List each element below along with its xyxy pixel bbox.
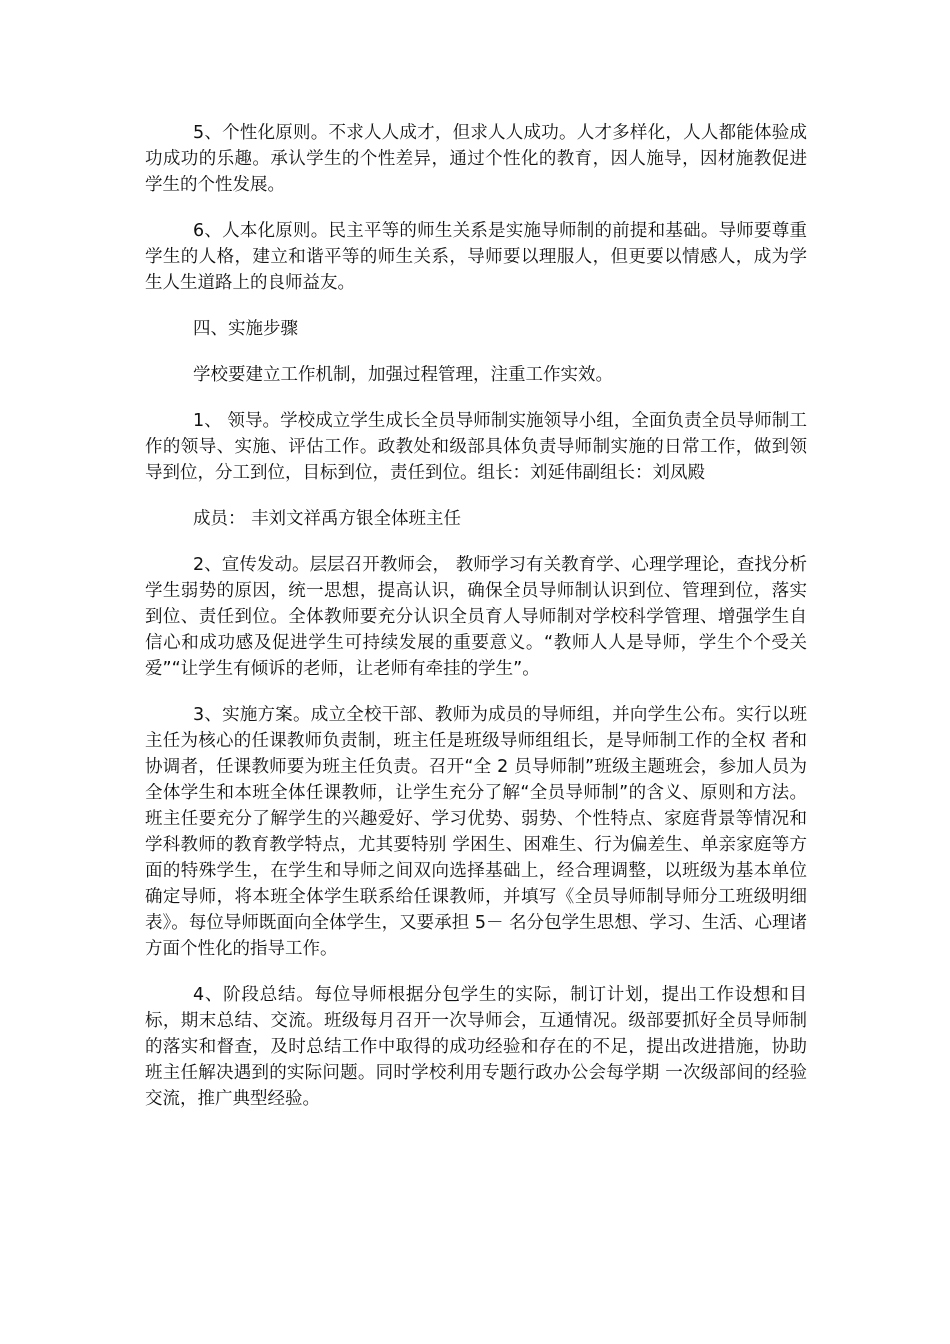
paragraph-publicity: 2、宣传发动。层层召开教师会， 教师学习有关教育学、心理学理论，查找分析学生弱势的原因，统一思想，提高认识，确保全员导师制认识到位、管理到位，落实到位、责任到位。全体教师要充分认识全员育人导师制对学校科学管理、增强学生自信心和成功感及促进学生可持续发展的重要意义。“教师人人是导师，学生个个受关爱”“让学生有倾诉的老师，让老师有牵挂的学生”。: [145, 555, 807, 679]
document-page: [145, 120, 807, 1132]
section-heading-implementation-steps: 四、实施步骤: [193, 319, 298, 339]
paragraph-stage-summary: 4、阶段总结。每位导师根据分包学生的实际，制订计划，提出工作设想和目标，期末总结、交流。班级每月召开一次导师会，互通情况。级部要抓好全员导师制的落实和督查，及时总结工作中取得的成功经验和存在的不足，提出改进措施，协助班主任解决遇到的实际问题。同时学校利用专题行政办公会每学期 一次级部间的经验交流，推广典型经验。: [145, 985, 807, 1109]
paragraph-leadership: 1、 领导。学校成立学生成长全员导师制实施领导小组，全面负责全员导师制工作的领导、实施、评估工作。政教处和级部具体负责导师制实施的日常工作，做到领导到位，分工到位，目标到位，责任到位。组长：刘延伟副组长：刘凤殿: [145, 411, 807, 483]
paragraph-humanization-principle: 6、人本化原则。民主平等的师生关系是实施导师制的前提和基础。导师要尊重学生的人格，建立和谐平等的师生关系，导师要以理服人，但更要以情感人，成为学生人生道路上的良师益友。: [145, 221, 807, 293]
paragraph-implementation-plan: 3、实施方案。成立全校干部、教师为成员的导师组，并向学生公布。实行以班主任为核心的任课教师负责制，班主任是班级导师组组长，是导师制工作的全权 者和协调者，任课教师要为班主任负责。召开“全 2 员导师制”班级主题班会，参加人员为全体学生和本班全体任课教师，让学生充分了解“全员导师制”的含义、原则和方法。班主任要充分了解学生的兴趣爱好、学习优势、弱势、个性特点、家庭背景等情况和学科教师的教育教学特点，尤其要特别 学困生、困难生、行为偏差生、单亲家庭等方面的特殊学生，在学生和导师之间双向选择基础上，经合理调整，以班级为基本单位确定导师，将本班全体学生联系给任课教师，并填写《全员导师制导师分工班级明细表》。每位导师既面向全体学生，又要承担 5－ 名分包学生思想、学习、生活、心理诸方面个性化的指导工作。: [145, 705, 807, 959]
paragraph-individualization-principle: 5、个性化原则。不求人人成才，但求人人成功。人才多样化，人人都能体验成功成功的乐趣。承认学生的个性差异，通过个性化的教育，因人施导，因材施教促进学生的个性发展。: [145, 123, 807, 195]
paragraph-work-mechanism: 学校要建立工作机制，加强过程管理，注重工作实效。: [193, 365, 613, 385]
paragraph-members: 成员： 丰刘文祥禹方银全体班主任: [193, 509, 462, 529]
